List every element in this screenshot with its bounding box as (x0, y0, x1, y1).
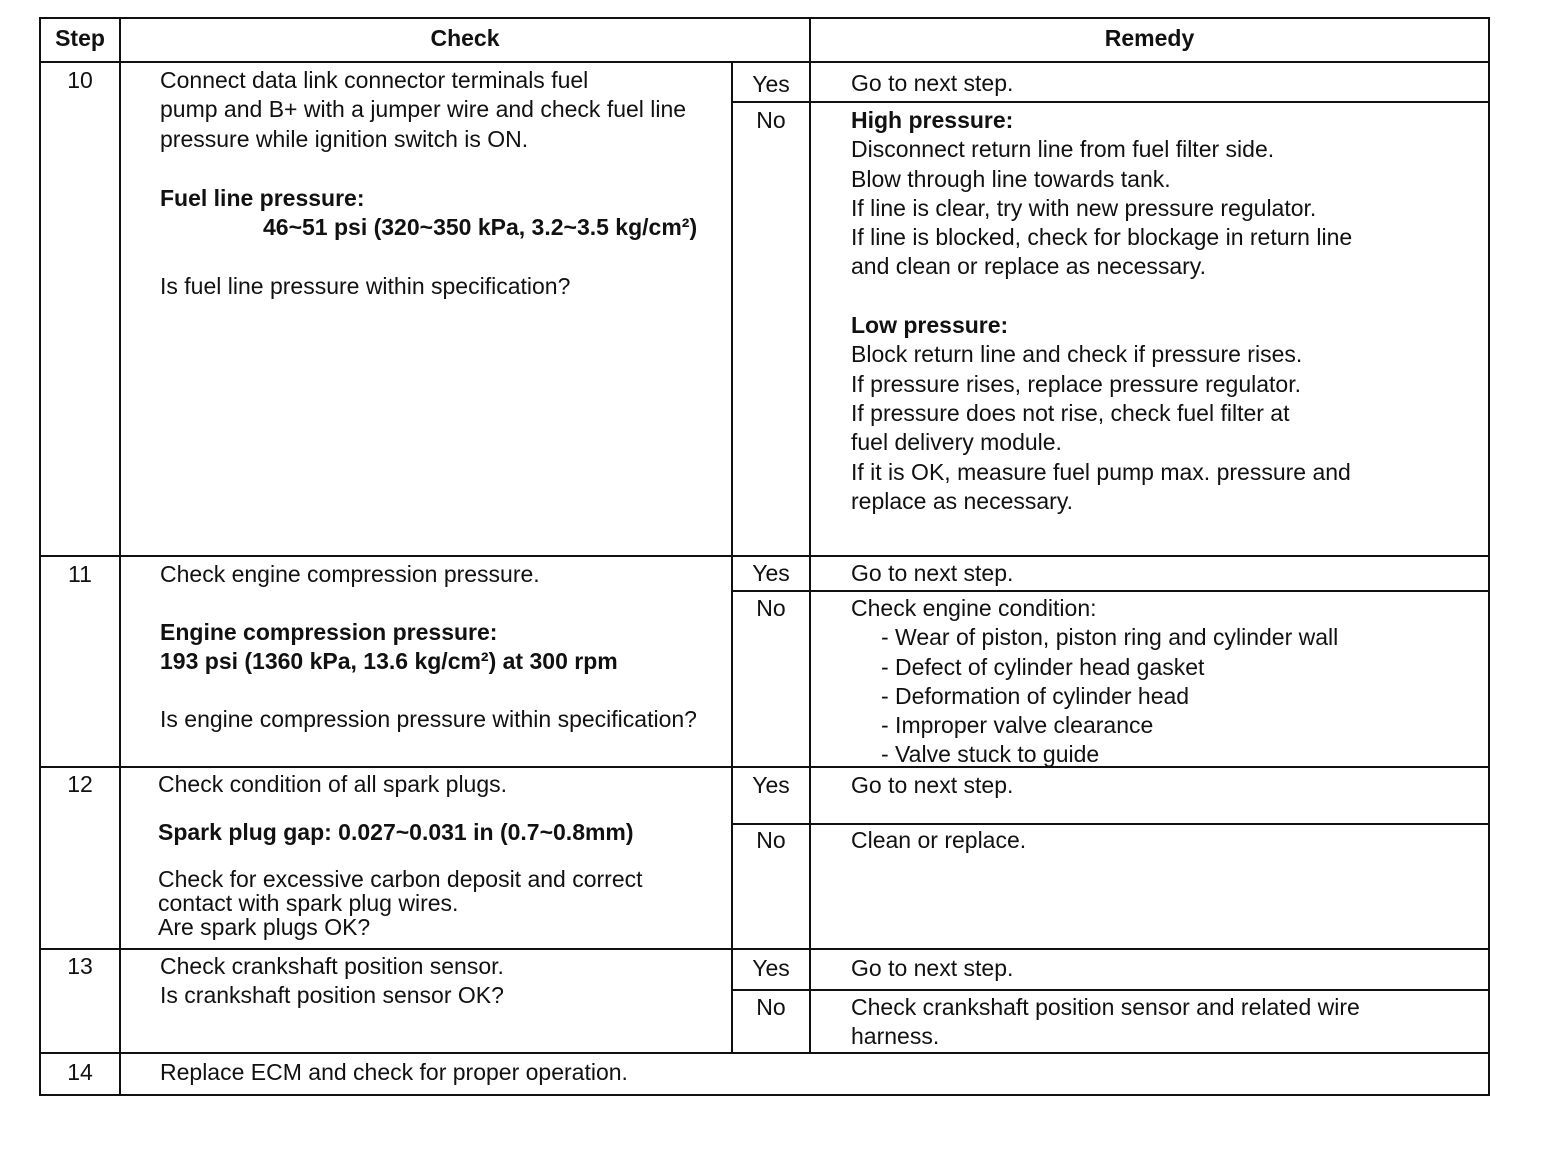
no-label: No (756, 107, 786, 133)
check-extra (158, 867, 643, 939)
remedy-line: replace as necessary. (851, 487, 1074, 514)
check-text (160, 952, 504, 1011)
no-remedy (851, 993, 1360, 1052)
check-line: Are spark plugs OK? (158, 914, 371, 940)
check-text: Replace ECM and check for proper operation. (160, 1059, 628, 1085)
high-pressure-title: High pressure: (851, 107, 1014, 133)
check-line: contact with spark plug wires. (158, 890, 459, 916)
table-border-left (39, 17, 41, 1096)
spec-value: 46~51 psi (320~350 kPa, 3.2~3.5 kg/cm²) (263, 214, 698, 240)
step-number: 11 (68, 561, 92, 587)
check-question: Is engine compression pressure within specification? (160, 706, 697, 732)
check-line: pressure while ignition switch is ON. (160, 125, 529, 152)
yes-label: Yes (752, 560, 790, 586)
remedy-item: - Deformation of cylinder head (881, 682, 1190, 709)
no-remedy: Clean or replace. (851, 827, 1027, 853)
header-remedy: Remedy (1104, 25, 1195, 51)
remedy-item: - Defect of cylinder head gasket (881, 653, 1205, 680)
row-divider-10-11 (39, 555, 1490, 557)
yes-no-divider-13 (733, 989, 1490, 991)
check-text (160, 66, 686, 154)
remedy-item: - Valve stuck to guide (881, 741, 1100, 768)
check-question: Is fuel line pressure within specification? (160, 273, 571, 299)
row-divider-12-13 (39, 948, 1490, 950)
remedy-line: If pressure does not rise, check fuel filter at (851, 399, 1290, 426)
remedy-line: If line is clear, try with new pressure regulator. (851, 194, 1317, 221)
yes-no-divider-10 (733, 101, 1490, 103)
check-line: Check for excessive carbon deposit and correct (158, 866, 643, 892)
check-line: pump and B+ with a jumper wire and check fuel line (160, 96, 687, 123)
low-pressure-title: Low pressure: (851, 312, 1009, 339)
header-check: Check (430, 25, 500, 51)
table-border-right (1488, 17, 1490, 1096)
yes-label: Yes (752, 772, 790, 798)
yes-no-divider-12 (733, 823, 1490, 825)
remedy-item: - Improper valve clearance (881, 712, 1154, 739)
check-line: Check crankshaft position sensor. (160, 953, 504, 979)
header-divider (39, 61, 1490, 63)
yes-remedy: Go to next step. (851, 955, 1014, 981)
no-label: No (756, 827, 786, 853)
check-line: Is crankshaft position sensor OK? (160, 982, 504, 1009)
no-remedy (851, 594, 1338, 770)
no-label: No (756, 595, 786, 621)
no-label: No (756, 994, 786, 1020)
remedy-line: and clean or replace as necessary. (851, 253, 1206, 280)
check-text: Check engine compression pressure. (160, 561, 540, 587)
yes-remedy: Go to next step. (851, 772, 1014, 798)
yes-remedy: Go to next step. (851, 560, 1014, 586)
step-number: 10 (67, 67, 93, 93)
spec-label: Engine compression pressure: (160, 619, 498, 645)
yes-label: Yes (752, 71, 790, 97)
remedy-line: If it is OK, measure fuel pump max. pressure and (851, 458, 1351, 485)
check-text: Check condition of all spark plugs. (158, 771, 508, 797)
remedy-line: If line is blocked, check for blockage in return line (851, 224, 1353, 251)
check-line: Connect data link connector terminals fuel (160, 67, 589, 93)
step-column-divider (119, 17, 121, 1096)
table-border-bottom (39, 1094, 1490, 1096)
answer-column-divider (731, 61, 733, 1054)
spec-label: Fuel line pressure: (160, 185, 365, 211)
remedy-line: harness. (851, 1023, 940, 1050)
no-remedy (851, 106, 1352, 516)
remedy-line: Disconnect return line from fuel filter side. (851, 136, 1275, 163)
remedy-column-divider (809, 17, 811, 1054)
spec-value: Spark plug gap: 0.027~0.031 in (0.7~0.8mm) (158, 819, 634, 845)
yes-remedy: Go to next step. (851, 70, 1014, 96)
remedy-item: - Wear of piston, piston ring and cylinder wall (881, 624, 1339, 651)
remedy-line: Check crankshaft position sensor and related wire (851, 994, 1360, 1020)
yes-no-divider-11 (733, 590, 1490, 592)
step-number: 14 (67, 1059, 93, 1085)
step-number: 13 (67, 953, 93, 979)
yes-label: Yes (752, 955, 790, 981)
step-number: 12 (67, 771, 93, 797)
spec-value: 193 psi (1360 kPa, 13.6 kg/cm²) at 300 rpm (160, 648, 618, 674)
remedy-line: Block return line and check if pressure rises. (851, 341, 1303, 368)
remedy-line: fuel delivery module. (851, 429, 1062, 456)
row-divider-13-14 (39, 1052, 1490, 1054)
remedy-line: Blow through line towards tank. (851, 165, 1171, 192)
remedy-title: Check engine condition: (851, 595, 1097, 621)
header-step: Step (55, 25, 105, 51)
table-border-top (39, 17, 1490, 19)
remedy-line: If pressure rises, replace pressure regulator. (851, 370, 1301, 397)
